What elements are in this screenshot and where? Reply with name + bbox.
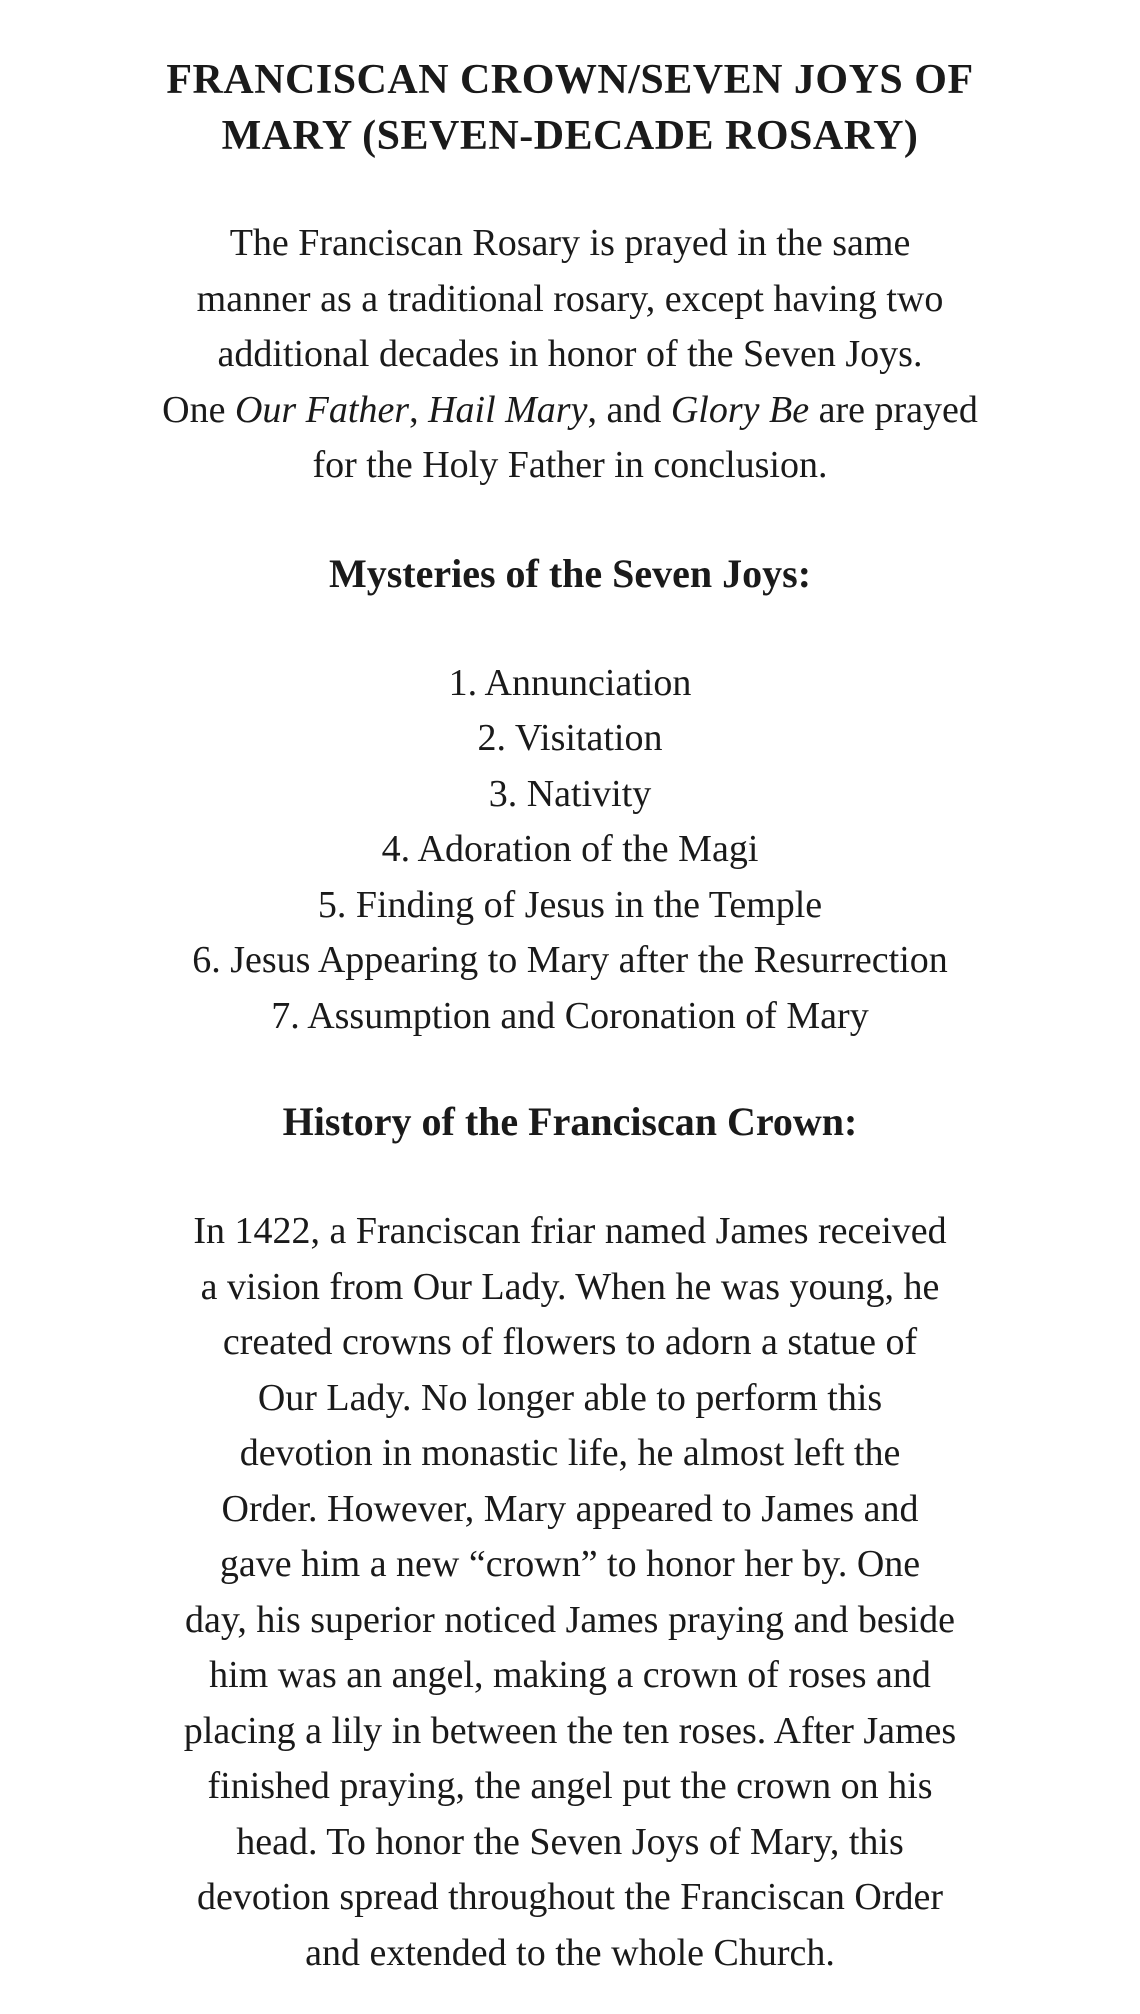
joys-list	[60, 656, 1080, 1045]
joy-item: 6. Jesus Appearing to Mary after the Resurrection	[192, 939, 948, 981]
joy-item: 7. Assumption and Coronation of Mary	[271, 994, 869, 1037]
prayer-name-glory-be: Glory Be	[670, 388, 810, 431]
intro-line: additional decades in honor of the Seven Joys.	[217, 333, 923, 375]
history-line: Our Lady. No longer able to perform this	[257, 1376, 883, 1419]
prayer-name-hail-mary: Hail Mary	[428, 388, 588, 431]
title-line: MARY (SEVEN-DECADE ROSARY)	[221, 113, 919, 159]
title-line: FRANCISCAN CROWN/SEVEN JOYS OF	[166, 57, 974, 103]
joy-item: 2. Visitation	[477, 717, 663, 759]
history-line: devotion in monastic life, he almost left the	[239, 1432, 901, 1474]
history-line: and extended to the whole Church.	[305, 1931, 835, 1974]
history-line: him was an angel, making a crown of roses and	[209, 1654, 931, 1696]
intro-text: , and	[587, 388, 671, 431]
intro-text: are prayed	[809, 388, 978, 431]
joy-item: 5. Finding of Jesus in the Temple	[317, 883, 823, 926]
intro-text: One	[162, 388, 235, 431]
history-line: In 1422, a Franciscan friar named James received	[193, 1210, 947, 1252]
history-line: head. To honor the Seven Joys of Mary, this	[236, 1820, 904, 1863]
joy-item: 3. Nativity	[488, 772, 652, 815]
intro-line: manner as a traditional rosary, except having two	[196, 277, 944, 320]
joy-item: 1. Annunciation	[448, 661, 692, 704]
joys-heading: Mysteries of the Seven Joys:	[328, 550, 812, 596]
history-paragraph	[60, 1204, 1080, 1981]
history-line: devotion spread throughout the Franciscan Order	[196, 1876, 944, 1918]
intro-line: The Franciscan Rosary is prayed in the same	[229, 222, 911, 264]
joy-item: 4. Adoration of the Magi	[381, 828, 759, 870]
page-title	[60, 52, 1080, 164]
intro-line: for the Holy Father in conclusion.	[312, 444, 828, 486]
history-line: a vision from Our Lady. When he was young, he	[200, 1265, 940, 1308]
history-heading: History of the Franciscan Crown:	[282, 1099, 858, 1144]
history-line: placing a lily in between the ten roses. After James	[183, 1709, 957, 1752]
intro-line-prayers	[60, 383, 1080, 439]
history-line: created crowns of flowers to adorn a statue of	[222, 1321, 918, 1363]
intro-text: ,	[409, 388, 429, 431]
history-line: day, his superior noticed James praying and beside	[184, 1598, 955, 1641]
intro-paragraph	[60, 216, 1080, 494]
history-line: gave him a new “crown” to honor her by. One	[219, 1543, 921, 1585]
history-line: Order. However, Mary appeared to James and	[221, 1487, 919, 1530]
history-line: finished praying, the angel put the crown on his	[207, 1765, 933, 1807]
prayer-name-our-father: Our Father	[234, 388, 410, 431]
